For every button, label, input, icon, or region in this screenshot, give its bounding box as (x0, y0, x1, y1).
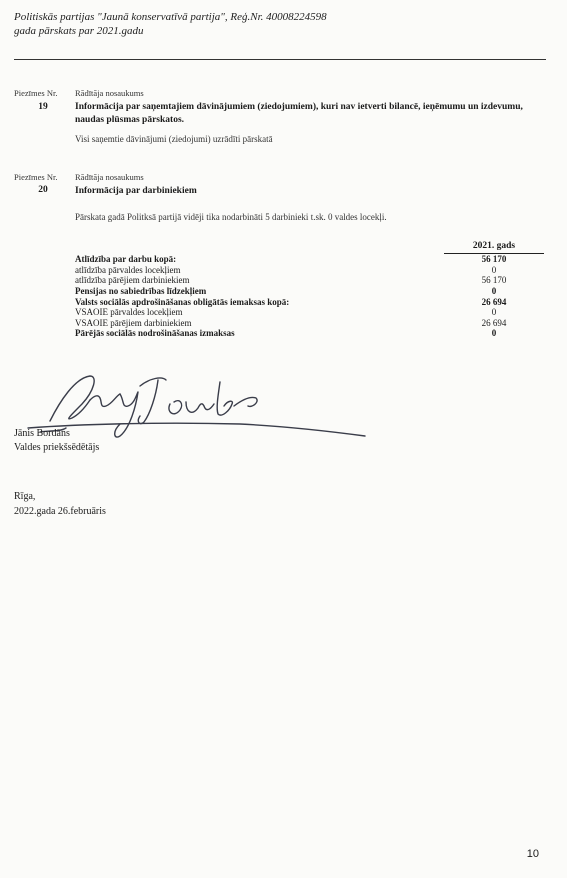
row-value: 0 (491, 264, 497, 275)
row-label: VSAOIE pārējiem darbiniekiem (75, 317, 192, 328)
row-value: 56 170 (481, 254, 507, 265)
signatory-block (14, 427, 99, 455)
row-label: Pārējās sociālās nodrošināšanas izmaksas (75, 328, 235, 339)
row-value: 0 (491, 307, 497, 318)
row-label: Atlīdzība par darbu kopā: (75, 254, 177, 265)
signatory-role: Valdes priekšsēdētājs (14, 442, 100, 453)
note-19-number: 19 (38, 102, 48, 112)
table-row (75, 254, 544, 265)
header-divider (14, 59, 546, 60)
compensation-table (75, 254, 544, 339)
row-value: 26 694 (481, 317, 507, 328)
table-row (75, 307, 544, 318)
signatory-name: Jānis Bordāns (14, 428, 70, 439)
table-row (75, 296, 544, 307)
note-20-number: 20 (38, 185, 48, 195)
document-header (14, 10, 327, 38)
note-20-label: Piezīmes Nr. (14, 172, 58, 182)
row-label: atlīdzība pārvaldes locekļiem (75, 264, 181, 275)
table-row (75, 328, 544, 339)
note-20-text: Pārskata gadā Politksā partijā vidēji tika nodarbināti 5 darbinieki t.sk. 0 valdes locekļi. (75, 212, 387, 222)
row-value: 0 (491, 328, 497, 339)
table-row (75, 265, 544, 276)
row-label: VSAOIE pārvaldes locekļiem (75, 307, 183, 318)
document-date: 2022.gada 26.februāris (14, 506, 106, 517)
row-label: Pensijas no sabiedrības līdzekļiem (75, 286, 207, 297)
page-number: 10 (526, 848, 539, 860)
row-label: atlīdzība pārējiem darbiniekiem (75, 275, 190, 286)
row-value: 56 170 (481, 275, 507, 286)
table-row (75, 318, 544, 329)
place-city: Rīga, (14, 491, 36, 502)
row-label: Valsts sociālās apdrošināšanas obligātās iemaksas kopā: (75, 296, 290, 307)
row-value: 26 694 (481, 296, 507, 307)
note-19-label: Piezīmes Nr. (14, 88, 58, 98)
header-line-2: gada pārskats par 2021.gadu (14, 25, 144, 37)
note-20-title: Informācija par darbiniekiem (75, 186, 197, 196)
row-value: 0 (491, 286, 497, 297)
note-19-title-label: Rādītāja nosaukums (75, 88, 144, 98)
table-column-header: 2021. gads (472, 241, 516, 251)
table-row (75, 275, 544, 286)
place-and-date (14, 489, 106, 519)
note-19-title: Informācija par saņemtajiem dāvinājumiem (ziedojumiem), kuri nav ietverti bilancē, ieņēmumu un izdevumu, naudas plūsmas pārskatos. (75, 102, 523, 125)
note-19-text: Visi saņemtie dāvinājumi (ziedojumi) uzrādīti pārskatā (75, 134, 273, 144)
table-row (75, 286, 544, 297)
header-line-1: Politiskās partijas "Jaunā konservatīvā partija", Reģ.Nr. 40008224598 (14, 11, 327, 23)
note-20-title-label: Rādītāja nosaukums (75, 172, 144, 182)
